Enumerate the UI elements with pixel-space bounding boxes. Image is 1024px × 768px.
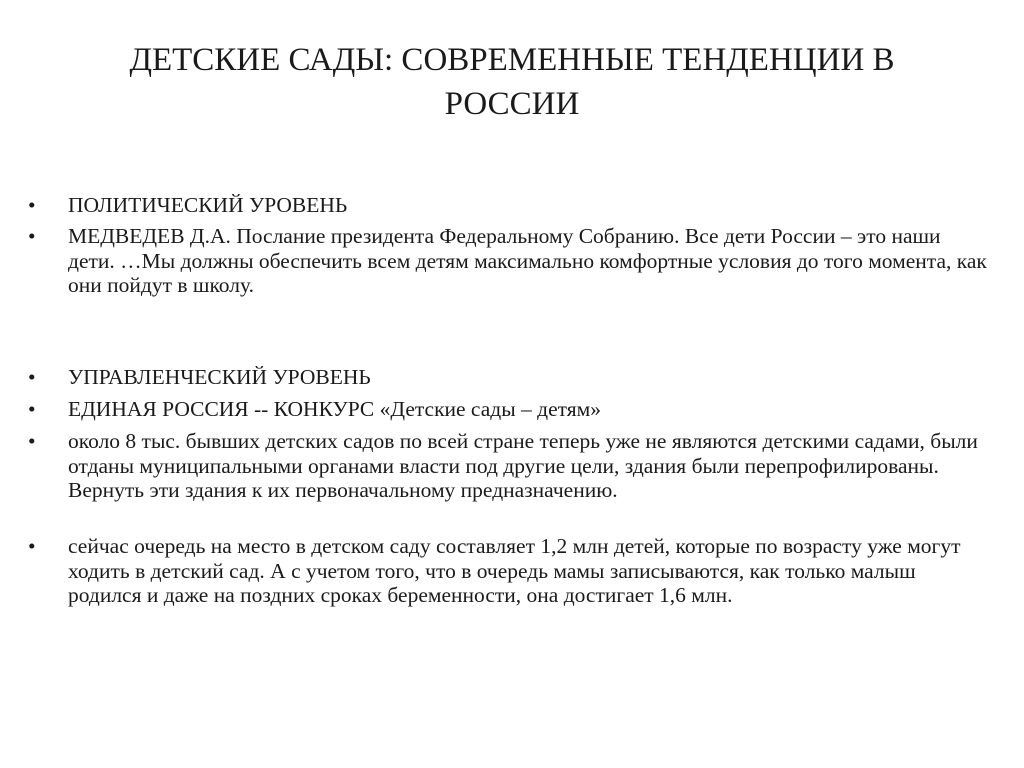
- bullet-dot: •: [28, 365, 36, 389]
- bullet-item-former-kindergartens: [28, 429, 988, 503]
- bullet-text: ЕДИНАЯ РОССИЯ -- КОНКУРС «Детские сады – детям»: [68, 397, 602, 421]
- bullet-text: около 8 тыс. бывших детских садов по всей стране теперь уже не являются детскими садами, были отданы муниципальными органами власти под другие цели, здания были перепрофилированы. Вернуть эти здания к их первоначальному предназначению.: [68, 429, 978, 502]
- bullet-text: МЕДВЕДЕВ Д.А. Послание президента Федеральному Собранию. Все дети России – это наши дети. …Мы должны обеспечить всем детям максимально комфортные условия до того момента, как они пойдут в школу.: [68, 224, 987, 297]
- slide-title: ДЕТСКИЕ САДЫ: СОВРЕМЕННЫЕ ТЕНДЕНЦИИ В РОССИИ: [129, 42, 895, 122]
- bullet-item-medvedev-quote: [28, 224, 988, 298]
- bullet-dot: •: [28, 429, 36, 453]
- bullet-text: сейчас очередь на место в детском саду составляет 1,2 млн детей, которые по возрасту уже могут ходить в детский сад. А с учетом того, что в очередь мамы записываются, как только малыш родился и даже на поздних сроках беременности, она достигает 1,6 млн.: [68, 534, 961, 607]
- bullet-item-queue: [28, 534, 988, 608]
- bullet-item-political-level: [28, 193, 988, 218]
- bullet-dot: •: [28, 397, 36, 421]
- bullet-text: УПРАВЛЕНЧЕСКИЙ УРОВЕНЬ: [68, 365, 371, 389]
- bullet-item-contest: [28, 397, 988, 422]
- bullet-dot: •: [28, 193, 36, 217]
- bullet-item-management-level: [28, 365, 988, 390]
- bullet-dot: •: [28, 534, 36, 558]
- bullet-dot: •: [28, 224, 36, 248]
- bullet-text: ПОЛИТИЧЕСКИЙ УРОВЕНЬ: [68, 193, 348, 217]
